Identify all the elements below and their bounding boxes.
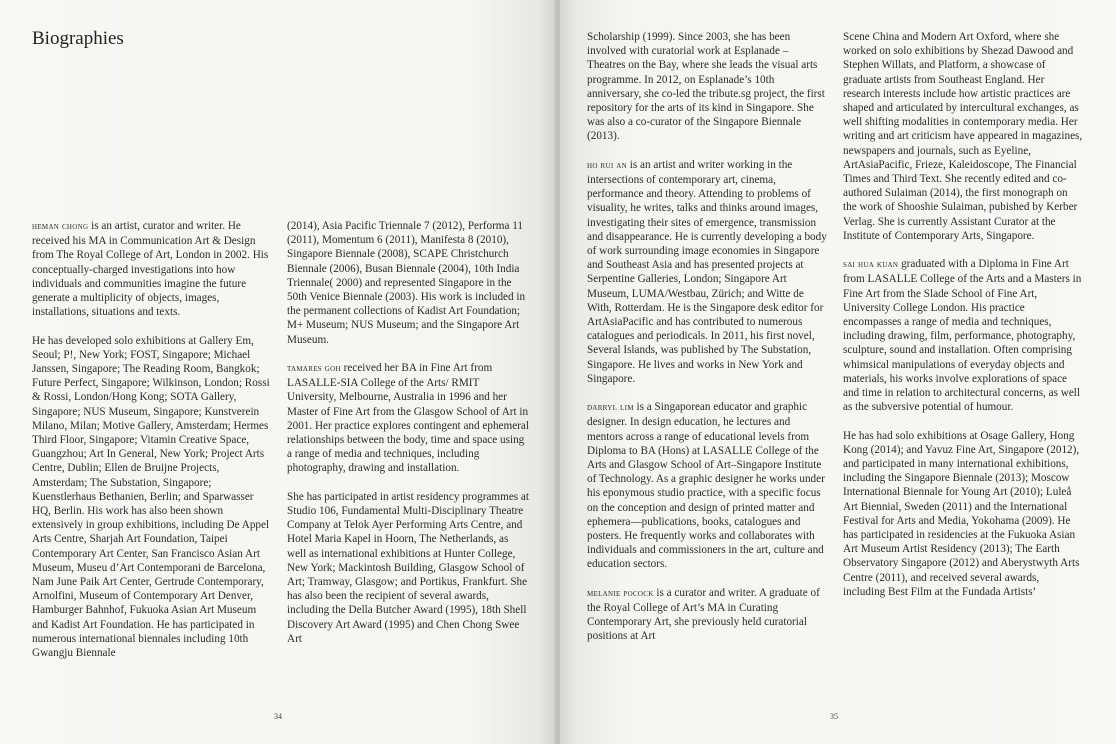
bio-paragraph <box>843 429 1083 599</box>
text-column-4 <box>843 30 1083 613</box>
bio-paragraph <box>287 219 529 347</box>
bio-paragraph <box>287 361 529 476</box>
bio-text: is a curator and writer. A graduate of the Royal College of Art’s MA in Curating Contemporary Art, she previously held curatorial positions at Art <box>587 586 820 643</box>
page-number-left: 34 <box>274 712 282 721</box>
bio-text: (2014), Asia Pacific Triennale 7 (2012), Performa 11 (2011), Momentum 6 (2011), Manifesta 8 (2010), Singapore Biennale (2008), SCAPE Christchurch Biennale (2006), Busan Biennale (2004), 10th India Triennale( 2000) and represented Singapore in the 50th Venice Biennale (2003). His work is included in the permanent collections of Kadist Art Foundation; M+ Museum; NUS Museum; and the Singapore Art Museum. <box>287 220 526 346</box>
bio-paragraph <box>587 30 827 144</box>
bio-paragraph <box>587 586 827 644</box>
text-column-2 <box>287 219 529 660</box>
bio-text: He has had solo exhibitions at Osage Gallery, Hong Kong (2014); and Yavuz Fine Art, Singapore (2012), and participated in many international exhibitions, including the Singapore Biennale (2013); Moscow International Biennale for Young Art (2010); Luleå Art Biennial, Sweden (2011) and the International Festival for Arts and Media, Yokohama (2009). He has participated in residencies at the Fukuoka Asian Art Museum Artist Residency (2013); The Earth Observatory Singapore (2012) and Aberystwyth Arts Centre (2011), and received several awards, including Best Film at the Fundada Artists’ <box>843 429 1080 598</box>
bio-text: is an artist and writer working in the intersections of contemporary art, cinema, performance and theory. Attending to problems of visuality, he writes, talks and thinks around images, investigating their sites of emergence, transmission and disappearance. He is currently developing a body of work surrounding image economies in Singapore and Southeast Asia and has presented projects at Serpentine Galleries, London; Singapore Art Museum, LUMA/Westbau, Zürich; and Witte de With, Rotterdam. He is the Singapore desk editor for ArtAsiaPacific and has contributed to numerous catalogues and periodicals. In 2011, his first novel, Several Islands, was published by The Substation, Singapore. He lives and works in New York and Singapore. <box>587 158 827 385</box>
bio-name: ho rui an <box>587 159 627 171</box>
bio-text: He has developed solo exhibitions at Gallery Em, Seoul; P!, New York; FOST, Singapore; Michael Janssen, Singapore; The Reading Room, Bangkok; Future Perfect, Singapore; Wilkinson, London; Rossi & Rossi, London/Hong Kong; SOTA Gallery, Singapore; NUS Museum, Singapore; Kunstverein Milano, Milan; Motive Gallery, Amsterdam; Hermes Third Floor, Singapore; Vitamin Creative Space, Guangzhou; Art In General, New York; Project Arts Centre, Dublin; Ellen de Bruijne Projects, Amsterdam; The Substation, Singapore; Kuenstlerhaus Bethanien, Berlin; and Sparwasser HQ, Berlin. His work has also been shown extensively in group exhibitions, including De Appel Arts Centre, Sharjah Art Foundation, Taipei Contemporary Art Center, San Francisco Asian Art Museum, Museu d’Art Contemporani de Barcelona, Nam June Paik Art Center, Gertrude Contemporary, Arnolfini, Museum of Contemporary Art Denver, Hamburger Bahnhof, Fukuoka Asian Art Museum and Kadist Art Foundation. He has participated in numerous international biennales including 10th Gwangju Biennale <box>32 334 270 660</box>
bio-name: melanie pocock <box>587 587 654 599</box>
bio-name: heman chong <box>32 221 89 232</box>
bio-paragraph <box>843 30 1083 243</box>
bio-text: Scene China and Modern Art Oxford, where she worked on solo exhibitions by Shezad Dawood and Stephen Willats, and Platform, a showcase of graduate artists from Southeast England. Her research interests include how artistic practices are shaped and articulated by intercultural exchanges, as well shifting modalities in contemporary media. Her writing and art criticism have appeared in magazines, newspapers and journals, such as Eyeline, ArtAsiaPacific, Frieze, Kaleidoscope, The Financial Times and Third Text. She recently edited and co-authored Sulaiman (2014), the first monograph on the work of Shooshie Sulaiman, pubished by Kerber Verlag. She is currently Assistant Curator at the Institute of Contemporary Arts, Singapore. <box>843 31 1083 242</box>
bio-paragraph <box>587 158 827 386</box>
bio-name: tamares goh <box>287 363 341 375</box>
bio-text: received her BA in Fine Art from LASALLE-SIA College of the Arts/ RMIT University, Melbourne, Australia in 1996 and her Master of Fine Art from the Glasgow School of Art in 2001. Her practice explores contingent and ephemeral relationships between the body, time and space using a range of media and techniques, including photography, drawing and installation. <box>287 362 529 475</box>
bio-text: is an artist, curator and writer. He received his MA in Communication Art & Design from The Royal College of Art, London in 2002. His conceptually-charged investigations into how individuals and communities imagine the future generate a multiplicity of objects, images, installations, situations and texts. <box>32 220 269 319</box>
bio-text: graduated with a Diploma in Fine Art from LASALLE College of the Arts and a Masters in Fine Art from the Slade School of Fine Art, University College London. His practice encompasses a range of media and techniques, including drawing, film, performance, photography, sculpture, sound and installation. Often comprising whimsical manipulations of everyday objects and materials, his works involve explorations of space and time in relation to architectural concerns, as well as the subversive potential of humour. <box>843 258 1082 414</box>
bio-paragraph <box>843 257 1083 414</box>
bio-paragraph <box>32 219 274 319</box>
right-page <box>560 0 1116 744</box>
bio-text: Scholarship (1999). Since 2003, she has been involved with curatorial work at Esplanade – Theatres on the Bay, where she leads the visual arts programme. In 2012, on Esplanade’s 10th anniversary, she co-led the tribute.sg project, the first repository for the arts of its kind in Singapore. She was also a co-curator of the Singapore Biennale (2013). <box>587 31 825 143</box>
bio-paragraph <box>587 400 827 571</box>
text-column-3 <box>587 30 827 658</box>
text-column-1 <box>32 219 274 674</box>
bio-text: She has participated in artist residency programmes at Studio 106, Fundamental Multi-Disciplinary Theatre Company at Telok Ayer Performing Arts Centre, and Hotel Maria Kapel in Hoorn, The Netherlands, as well as international exhibitions at Hunter College, New York; Mackintosh Building, Glasgow School of Art; Tramway, Glasgow; and Portikus, Frankfurt. She has also been the recipient of several awards, including the Della Butcher Award (1995), 18th Shell Discovery Art Award (1995) and Chen Chong Swee Art <box>287 490 530 645</box>
page-number-right: 35 <box>830 712 838 721</box>
left-page <box>0 0 556 744</box>
page-title: Biographies <box>32 28 124 49</box>
bio-name: darryl lim <box>587 402 634 414</box>
bio-text: is a Singaporean educator and graphic designer. In design education, he lectures and mentors across a range of educational levels from Diploma to BA (Hons) at LASALLE College of the Arts and Glasgow School of Art–Singapore Institute of Technology. As a graphic designer he works under his eponymous studio practice, with a specific focus on the conception and design of printed matter and ephemera—publications, books, catalogues and posters. He frequently works and collaborates with individuals and commissioners in the art, culture and education sectors. <box>587 401 825 571</box>
bio-paragraph <box>287 490 529 646</box>
bio-paragraph <box>32 334 274 661</box>
bio-name: sai hua kuan <box>843 259 899 271</box>
